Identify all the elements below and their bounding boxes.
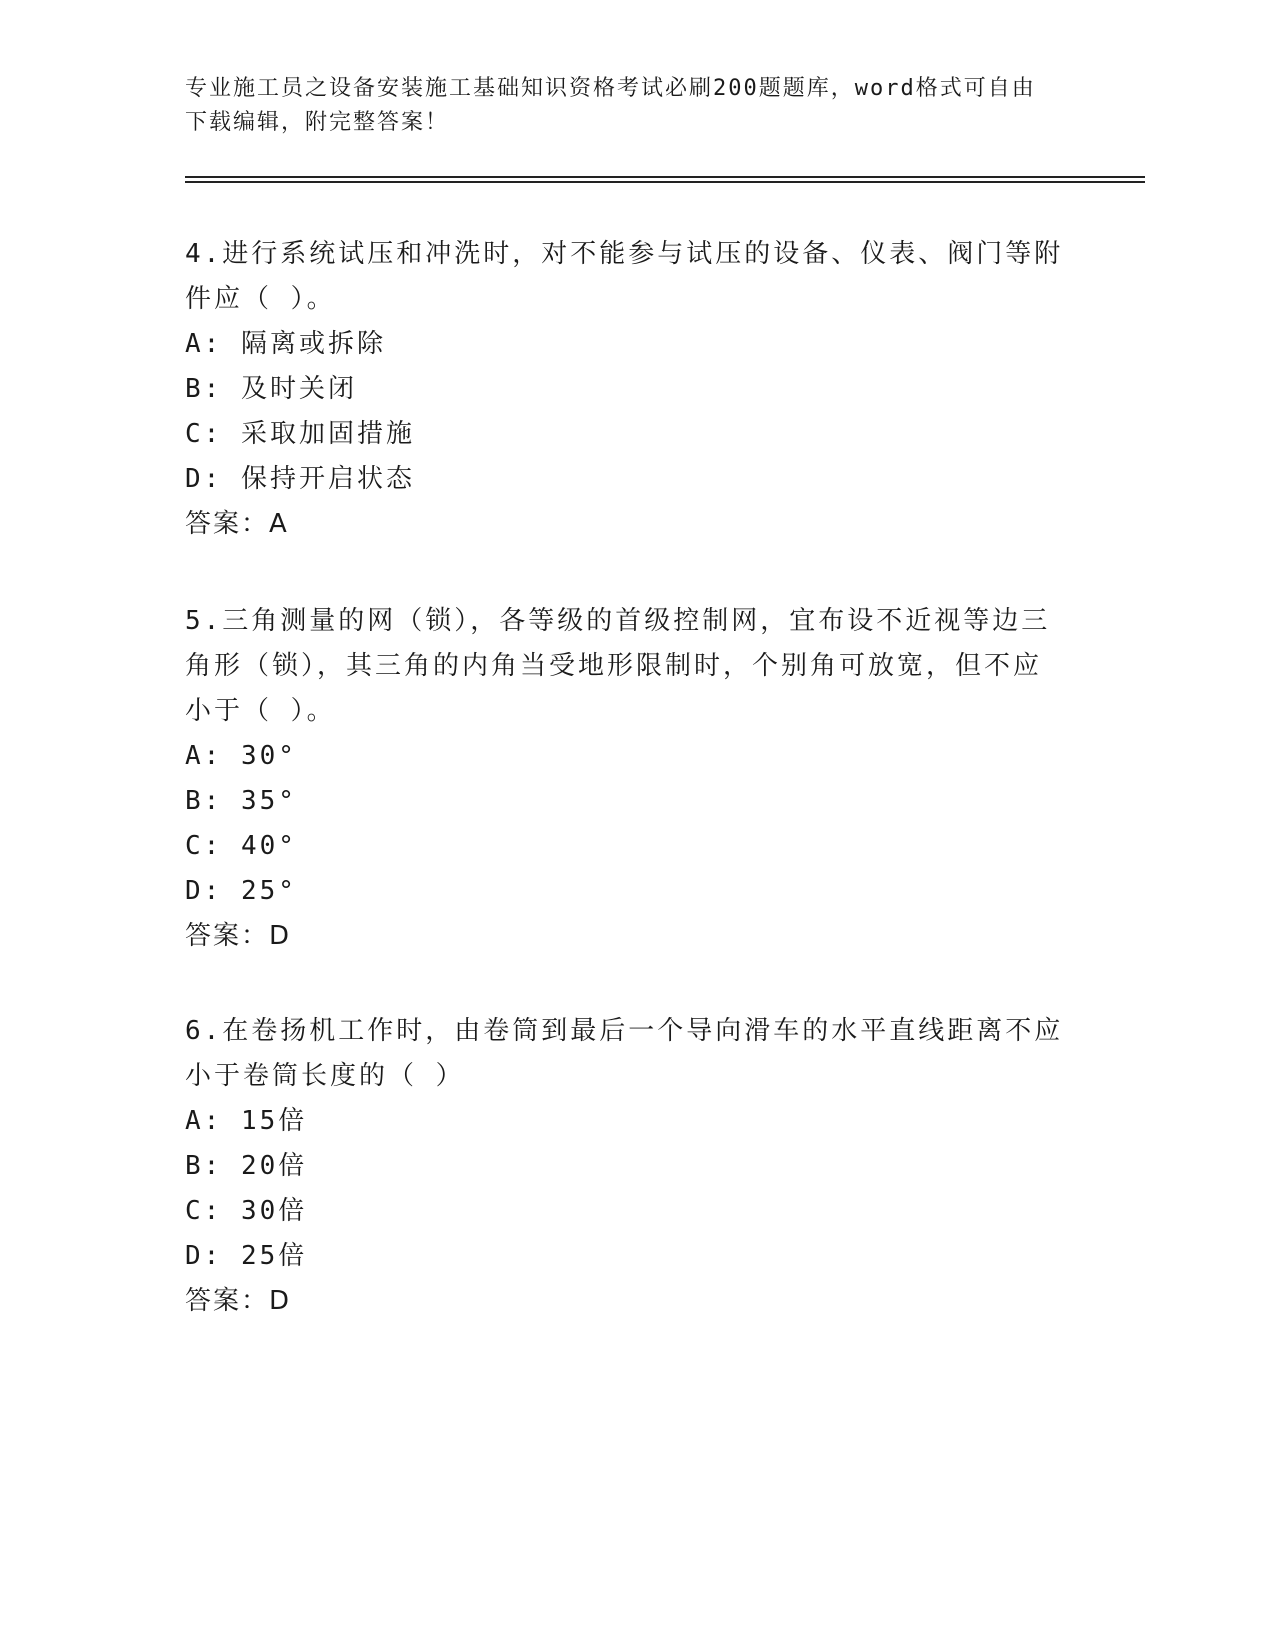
question-5 <box>185 599 1085 959</box>
question-stem-line: 小于卷筒长度的（ ） <box>185 1061 465 1091</box>
document-header <box>185 72 1085 140</box>
question-stem-line: 6.在卷扬机工作时，由卷筒到最后一个导向滑车的水平直线距离不应 <box>185 1016 1064 1046</box>
option-b: B: 35° <box>185 786 297 816</box>
header-divider-bottom <box>185 181 1145 183</box>
question-stem-line: 小于（ ）。 <box>185 696 336 726</box>
answer-line: 答案：A <box>185 509 289 539</box>
header-divider-top <box>185 176 1145 178</box>
option-b: B: 20倍 <box>185 1151 308 1181</box>
answer-line: 答案：D <box>185 1286 292 1316</box>
question-stem-line: 5.三角测量的网（锁），各等级的首级控制网，宜布设不近视等边三 <box>185 606 1051 636</box>
header-title-line-1: 专业施工员之设备安装施工基础知识资格考试必刷200题题库，word格式可自由 <box>185 76 1036 101</box>
question-stem-line: 4.进行系统试压和冲洗时，对不能参与试压的设备、仪表、阀门等附 <box>185 239 1064 269</box>
option-b: B: 及时关闭 <box>185 374 357 404</box>
question-stem-line: 件应（ ）。 <box>185 284 336 314</box>
question-6 <box>185 1009 1085 1324</box>
option-c: C: 40° <box>185 831 297 861</box>
option-a: A: 隔离或拆除 <box>185 329 386 359</box>
option-d: D: 25° <box>185 876 297 906</box>
option-c: C: 采取加固措施 <box>185 419 415 449</box>
header-title-line-2: 下载编辑，附完整答案！ <box>185 110 450 135</box>
option-d: D: 保持开启状态 <box>185 464 415 494</box>
question-4 <box>185 232 1085 547</box>
option-c: C: 30倍 <box>185 1196 308 1226</box>
answer-line: 答案：D <box>185 921 292 951</box>
option-d: D: 25倍 <box>185 1241 308 1271</box>
question-stem-line: 角形（锁），其三角的内角当受地形限制时，个别角可放宽，但不应 <box>185 651 1043 681</box>
option-a: A: 15倍 <box>185 1106 308 1136</box>
option-a: A: 30° <box>185 741 297 771</box>
